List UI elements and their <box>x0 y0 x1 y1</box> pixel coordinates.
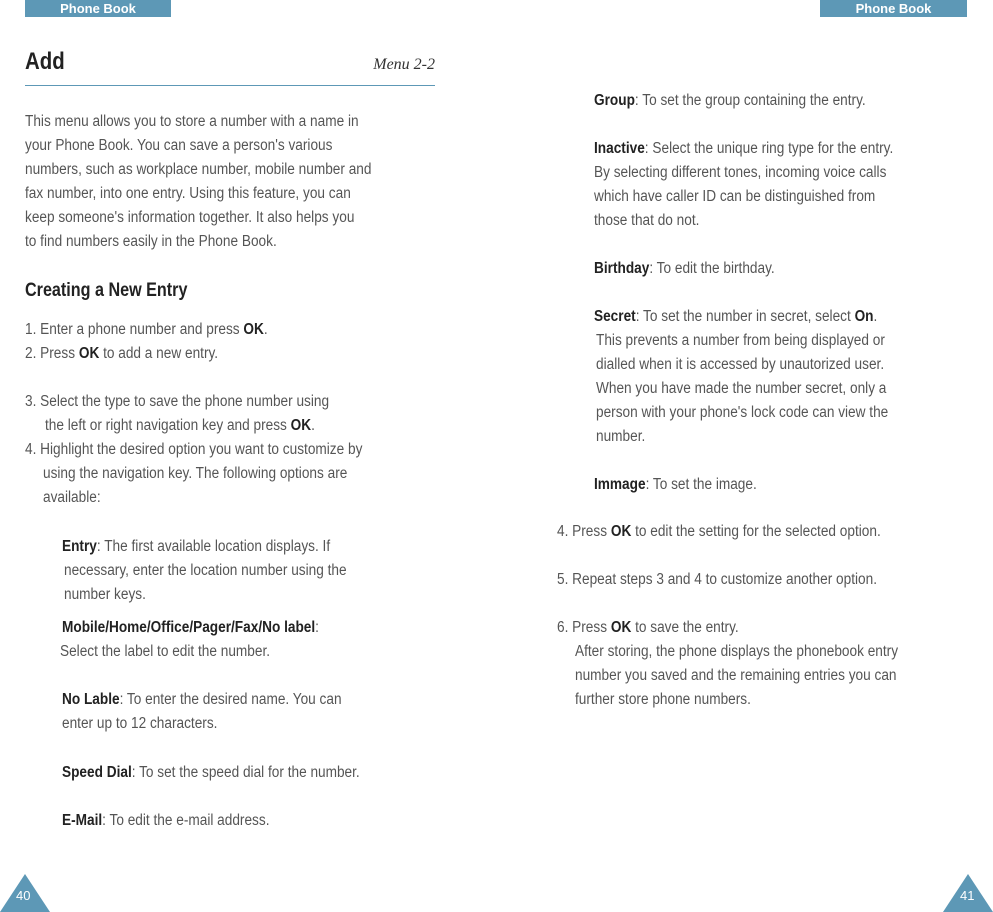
page-title: Add <box>25 48 65 75</box>
option-secret-cont: dialled when it is accessed by unautorized user. <box>596 356 885 373</box>
section-tab-left: Phone Book <box>25 0 171 17</box>
option-label-cont: Select the label to edit the number. <box>60 643 271 660</box>
intro-line: to find numbers easily in the Phone Book. <box>25 233 277 250</box>
step-2: 2. Press OK to add a new entry. <box>25 345 219 362</box>
option-speed-dial: Speed Dial: To set the speed dial for the number. <box>62 764 360 781</box>
intro-line: keep someone's information together. It also helps you <box>25 209 355 226</box>
step-3: 3. Select the type to save the phone number using <box>25 393 330 410</box>
page-number-right: 41 <box>960 888 975 903</box>
option-birthday: Birthday: To edit the birthday. <box>594 260 775 277</box>
intro-line: your Phone Book. You can save a person's various <box>25 137 333 154</box>
step-6-cont: further store phone numbers. <box>575 691 751 708</box>
menu-reference: Menu 2-2 <box>373 56 435 73</box>
section-tab-right: Phone Book <box>820 0 967 17</box>
title-divider <box>25 85 435 86</box>
option-name-cont: enter up to 12 characters. <box>62 715 218 732</box>
option-inactive-cont: which have caller ID can be distinguished from <box>594 188 876 205</box>
intro-line: fax number, into one entry. Using this feature, you can <box>25 185 351 202</box>
option-inactive-cont: those that do not. <box>594 212 700 229</box>
section-subheading: Creating a New Entry <box>25 280 188 301</box>
intro-line: numbers, such as workplace number, mobile number and <box>25 161 372 178</box>
step-4-right: 4. Press OK to edit the setting for the selected option. <box>557 523 881 540</box>
step-6: 6. Press OK to save the entry. <box>557 619 739 636</box>
step-1: 1. Enter a phone number and press OK. <box>25 321 268 338</box>
step-5: 5. Repeat steps 3 and 4 to customize another option. <box>557 571 877 588</box>
option-secret-cont: When you have made the number secret, only a <box>596 380 887 397</box>
intro-line: This menu allows you to store a number with a name in <box>25 113 359 130</box>
step-4: 4. Highlight the desired option you want to customize by <box>25 441 363 458</box>
option-secret-cont: number. <box>596 428 646 445</box>
step-4-cont: available: <box>43 489 101 506</box>
step-6-cont: number you saved and the remaining entries you can <box>575 667 897 684</box>
option-secret-cont: This prevents a number from being displayed or <box>596 332 885 349</box>
option-entry-cont: necessary, enter the location number using the <box>64 562 347 579</box>
option-secret-cont: person with your phone's lock code can view the <box>596 404 889 421</box>
option-entry: Entry: The first available location displays. If <box>62 538 331 555</box>
step-4-cont: using the navigation key. The following options are <box>43 465 348 482</box>
step-3-cont: the left or right navigation key and press OK. <box>45 417 315 434</box>
page-number-left: 40 <box>16 888 31 903</box>
option-secret: Secret: To set the number in secret, select On. <box>594 308 878 325</box>
option-inactive-cont: By selecting different tones, incoming voice calls <box>594 164 887 181</box>
option-image: Immage: To set the image. <box>594 476 757 493</box>
option-name: No Lable: To enter the desired name. You can <box>62 691 342 708</box>
option-email: E-Mail: To edit the e-mail address. <box>62 812 270 829</box>
option-group: Group: To set the group containing the entry. <box>594 92 866 109</box>
step-6-cont: After storing, the phone displays the phonebook entry <box>575 643 899 660</box>
option-inactive: Inactive: Select the unique ring type for the entry. <box>594 140 894 157</box>
option-entry-cont: number keys. <box>64 586 146 603</box>
option-label: Mobile/Home/Office/Pager/Fax/No label: <box>62 619 319 636</box>
